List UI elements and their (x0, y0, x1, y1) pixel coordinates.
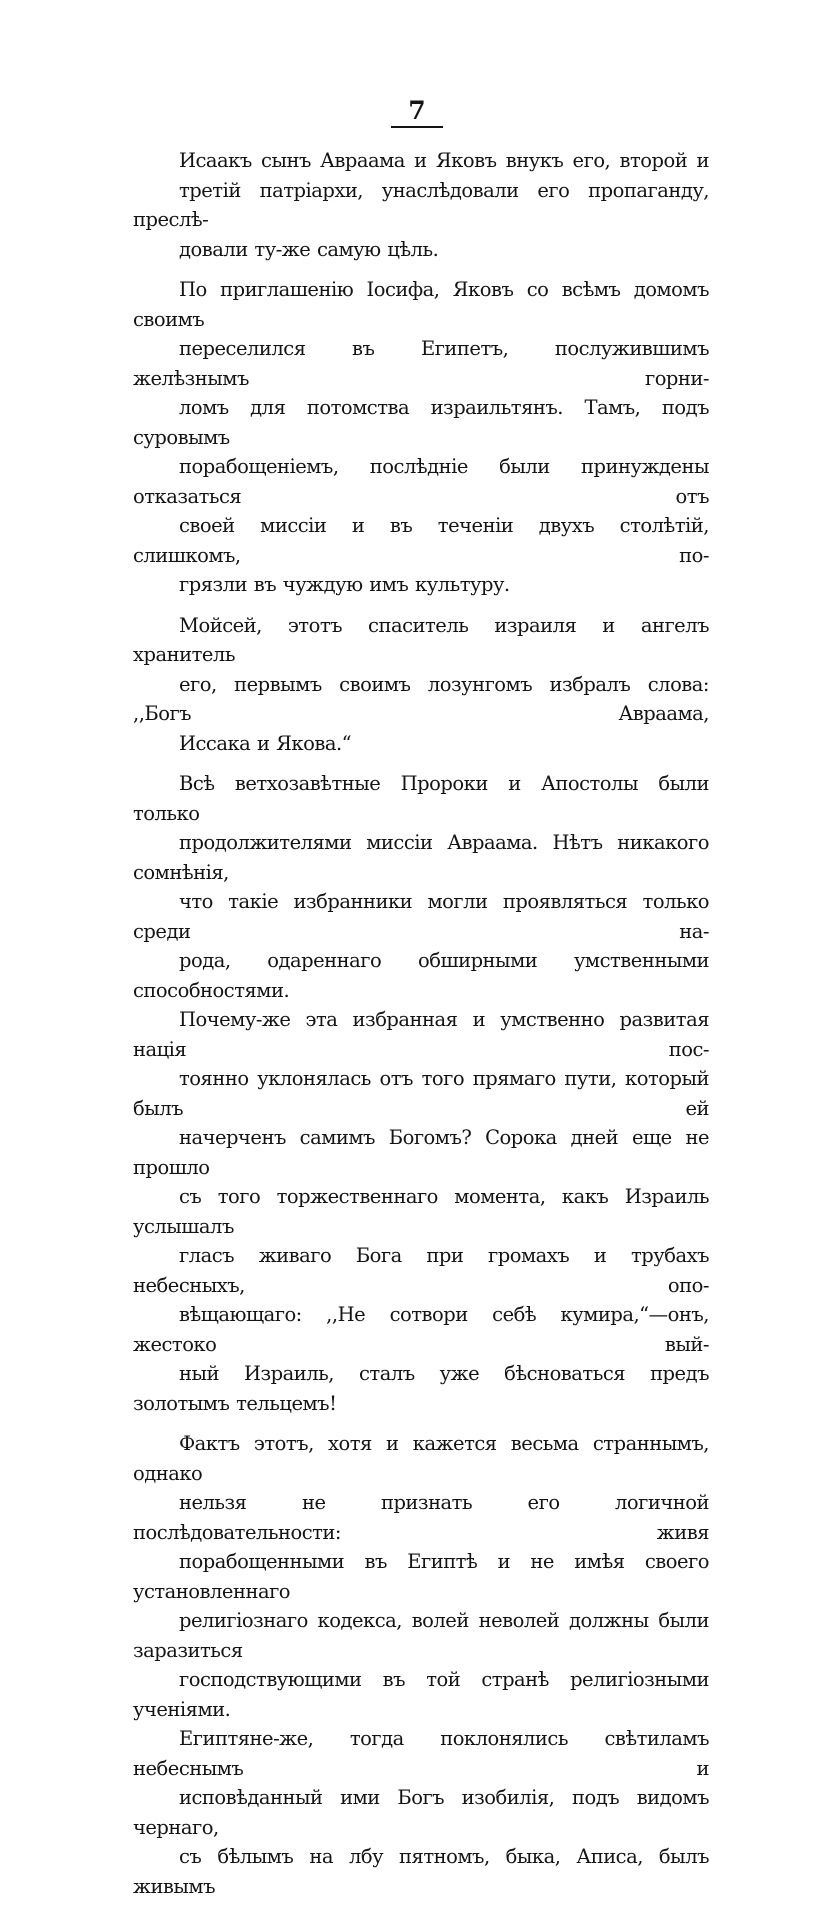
text-line: исповѣданный ими Богъ изобилія, подъ видомъ чернаго, (133, 1786, 709, 1839)
text-line: Всѣ ветхозавѣтные Пророки и Апостолы были только (133, 772, 709, 825)
text-line: Почему-же эта избранная и умственно развитая нація пос- (133, 1008, 709, 1061)
text-line: съ бѣлымъ на лбу пятномъ, быка, Аписа, былъ живымъ (133, 1845, 709, 1898)
text-line: Египтяне-же, тогда поклонялись свѣтиламъ небеснымъ и (133, 1727, 709, 1780)
text-line: съ того торжественнаго момента, какъ Израиль услышалъ (133, 1185, 709, 1238)
text-line: ломъ для потомства израильтянъ. Тамъ, подъ суровымъ (133, 396, 709, 449)
text-line: тоянно уклонялась отъ того прямаго пути, который былъ ей (133, 1067, 709, 1120)
text-line: третій патріархи, унаслѣдовали его пропаганду, преслѣ- (133, 178, 709, 231)
text-line: своей миссіи и въ теченіи двухъ столѣтій, слишкомъ, по- (133, 514, 709, 567)
text-line: нельзя не признать его логичной послѣдовательности: живя (133, 1491, 709, 1544)
text-line: довали ту-же самую цѣль. (179, 237, 439, 261)
page-number: 7 (408, 96, 426, 125)
text-line: Фактъ этотъ, хотя и кажется весьма страннымъ, однако (133, 1432, 709, 1485)
text-line: рода, одареннаго обширными умственными способностями. (133, 949, 709, 1002)
paragraph (133, 275, 709, 600)
text-line: его, первымъ своимъ лозунгомъ избралъ слова: ,,Богъ Авраама, (133, 672, 709, 725)
text-line: гласъ живаго Бога при громахъ и трубахъ небесныхъ, опо- (133, 1244, 709, 1297)
paragraph (133, 146, 709, 264)
text-line: начерченъ самимъ Богомъ? Сорока дней еще не прошло (133, 1126, 709, 1179)
text-line: порабощеніемъ, послѣдніе были принуждены отказаться отъ (133, 455, 709, 508)
paragraph (133, 611, 709, 759)
text-line: господствующими въ той странѣ религіозными ученіями. (133, 1668, 709, 1721)
text-line: что такіе избранники могли проявляться только среди на- (133, 890, 709, 943)
paragraph (133, 1429, 709, 1901)
text-line: порабощенными въ Египтѣ и не имѣя своего установленнаго (133, 1550, 709, 1603)
text-line: вѣщающаго: ,,Не сотвори себѣ кумира,“—онъ, жестоко вый- (133, 1303, 709, 1356)
paragraph (133, 769, 709, 1418)
text-line: Мойсей, этотъ спаситель израиля и ангелъ хранитель (133, 613, 709, 666)
text-line: переселился въ Египетъ, послужившимъ желѣзнымъ горни- (133, 337, 709, 390)
text-line: грязли въ чуждую имъ культуру. (179, 573, 510, 596)
text-line: ный Израиль, сталъ уже бѣсноваться предъ золотымъ тельцемъ! (133, 1362, 709, 1415)
text-line: религіознаго кодекса, волей неволей должны были заразиться (133, 1609, 709, 1662)
text-line: Исаакъ сынъ Авраама и Яковъ внукъ его, второй и (179, 149, 709, 172)
text-line: продолжителями миссіи Авраама. Нѣтъ никакого сомнѣнія, (133, 831, 709, 884)
body-text (133, 146, 709, 1912)
text-line: Иссака и Якова.“ (179, 731, 352, 755)
page-number-rule (391, 126, 443, 128)
text-line: По приглашенію Іосифа, Яковъ со всѣмъ домомъ своимъ (133, 278, 709, 331)
